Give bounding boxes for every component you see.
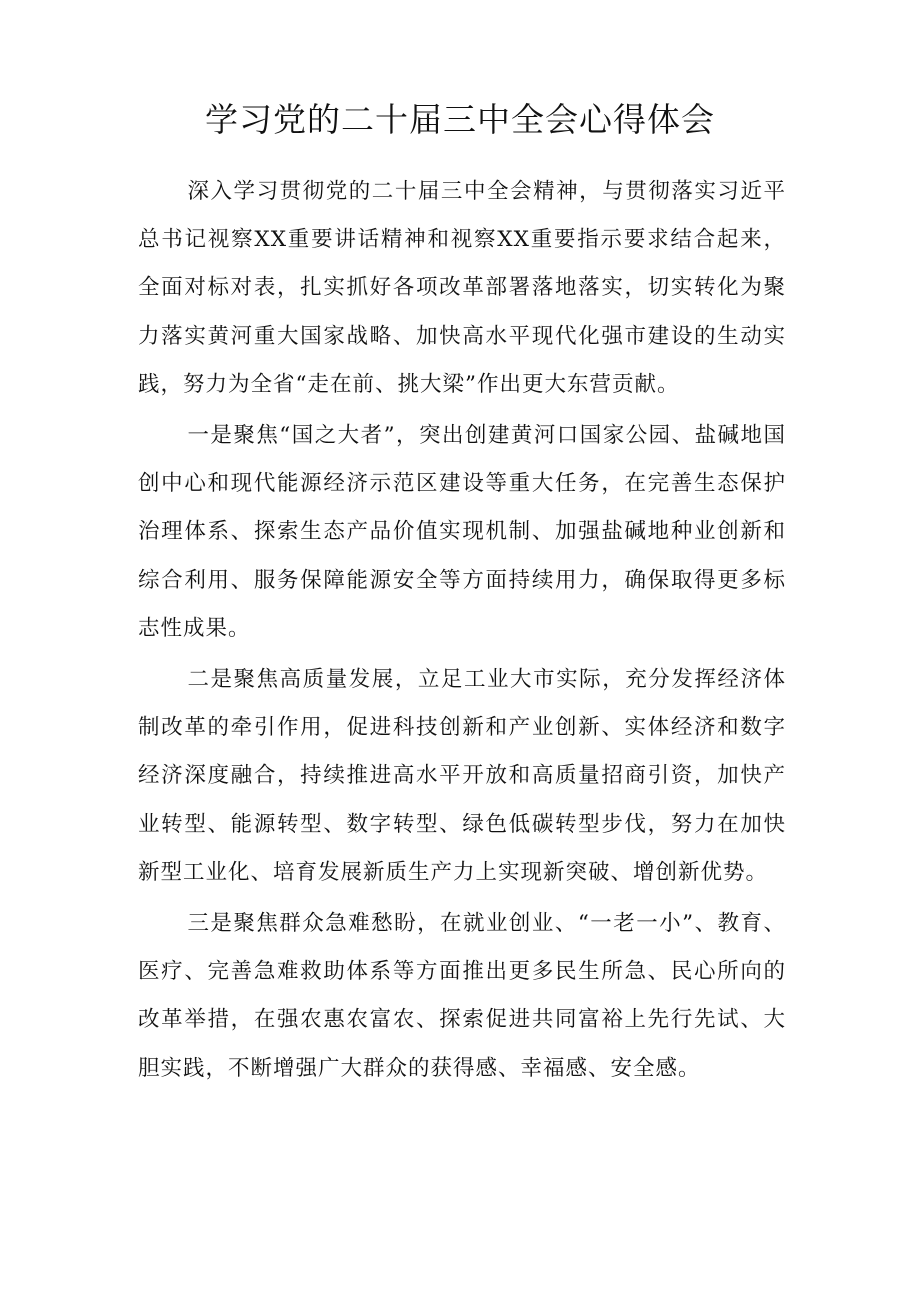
paragraph-point-three: 三是聚焦群众急难愁盼，在就业创业、“一老一小”、教育、医疗、完善急难救助体系等方面推出更多民生所急、民心所向的改革举措，在强农惠农富农、探索促进共同富裕上先行先试、大胆实践，不断增强广大群众的获得感、幸福感、安全感。 xyxy=(138,911,786,1081)
paragraph-point-two: 二是聚焦高质量发展，立足工业大市实际，充分发挥经济体制改革的牵引作用，促进科技创新和产业创新、实体经济和数字经济深度融合，持续推进高水平开放和高质量招商引资，加快产业转型、能源转型、数字转型、绿色低碳转型步伐，努力在加快新型工业化、培育发展新质生产力上实现新突破、增创新优势。 xyxy=(138,667,786,885)
paragraph-intro: 深入学习贯彻党的二十届三中全会精神，与贯彻落实习近平总书记视察XX重要讲话精神和视察XX重要指示要求结合起来，全面对标对表，扎实抓好各项改革部署落地落实，切实转化为聚力落实黄河重大国家战略、加快高水平现代化强市建设的生动实践，努力为全省“走在前、挑大梁”作出更大东营贡献。 xyxy=(138,179,786,397)
paragraph-point-one: 一是聚焦“国之大者”，突出创建黄河口国家公园、盐碱地国创中心和现代能源经济示范区建设等重大任务，在完善生态保护治理体系、探索生态产品价值实现机制、加强盐碱地种业创新和综合利用、服务保障能源安全等方面持续用力，确保取得更多标志性成果。 xyxy=(138,423,786,641)
document-body xyxy=(138,168,786,1096)
document-title: 学习党的二十届三中全会心得体会 xyxy=(205,100,715,139)
